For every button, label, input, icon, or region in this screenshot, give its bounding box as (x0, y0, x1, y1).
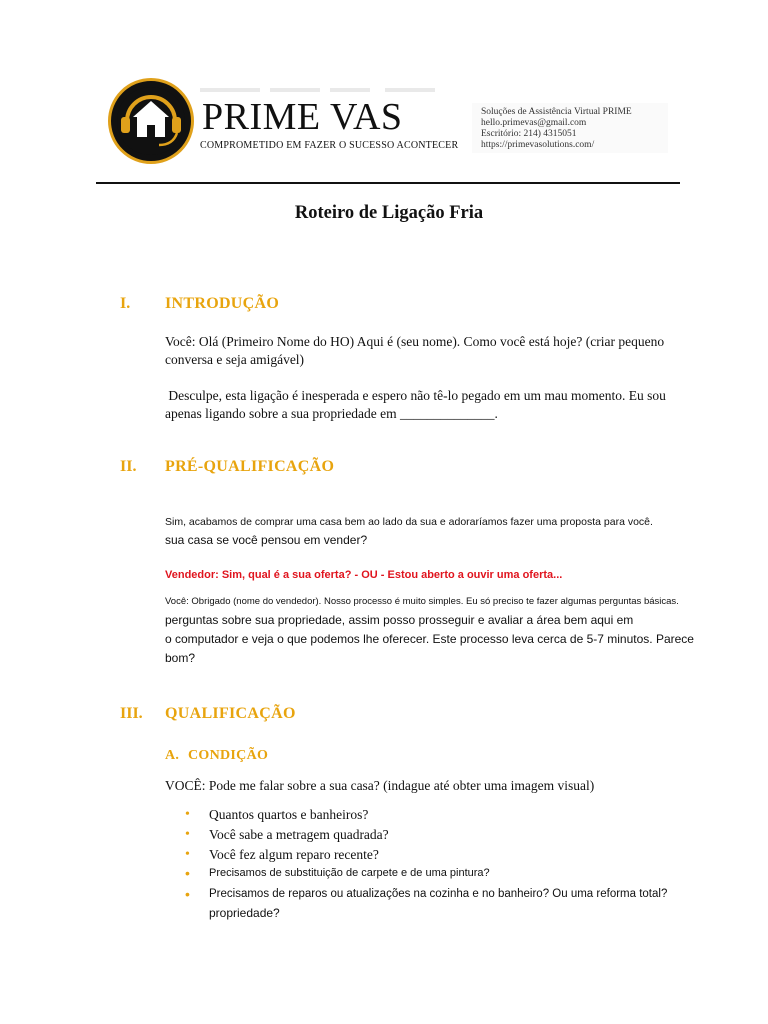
list-item (185, 825, 389, 845)
document-title: Roteiro de Ligação Fria (294, 203, 484, 223)
section-1-number: I. (120, 295, 131, 312)
prequal-paragraph-2-line-1: Você: Obrigado (nome do vendedor). Nosso processo é muito simples. Eu só preciso te fazer algumas perguntas básicas. (165, 596, 679, 607)
section-2-title: PRÉ-QUALIFICAÇÃO (165, 458, 335, 475)
section-3-number: III. (120, 705, 143, 722)
prequal-paragraph-1-line-2: sua casa se você pensou em vender? (165, 533, 368, 547)
contact-phone: Escritório: 214) 4315051 (481, 129, 577, 139)
bullet-icon: • (185, 865, 190, 881)
header-ghost-text (200, 86, 440, 94)
brand-tagline: COMPROMETIDO EM FAZER O SUCESSO ACONTECER (200, 140, 459, 151)
bullet-icon: • (185, 847, 190, 862)
bullet-icon: • (185, 807, 190, 822)
house-with-headset-icon (111, 81, 191, 161)
list-item-text: Você fez algum reparo recente? (209, 847, 379, 862)
header-divider (96, 182, 680, 184)
section-1-title: INTRODUÇÃO (165, 295, 280, 312)
subsection-a-title: CONDIÇÃO (188, 748, 269, 763)
intro-paragraph-2-line-1: Desculpe, esta ligação é inesperada e espero não tê-lo pegado em um mau momento. Eu sou (165, 388, 666, 403)
list-item-text: Precisamos de reparos ou atualizações na cozinha e no banheiro? Ou uma reforma total? (209, 888, 668, 900)
condition-prompt: VOCÊ: Pode me falar sobre a sua casa? (indague até obter uma imagem visual) (165, 778, 595, 793)
section-2-number: II. (120, 458, 137, 475)
list-item-text: Precisamos de substituição de carpete e de uma pintura? (209, 867, 490, 879)
list-item-continuation: propriedade? (209, 906, 280, 920)
seller-response: Vendedor: Sim, qual é a sua oferta? - OU - Estou aberto a ouvir uma oferta... (165, 569, 563, 581)
contact-info (481, 107, 632, 151)
list-item (185, 805, 369, 825)
prequal-paragraph-2-line-4: bom? (165, 651, 196, 665)
list-item-text: Quantos quartos e banheiros? (209, 807, 369, 822)
list-item (185, 845, 379, 865)
logo (108, 78, 194, 164)
contact-email: hello.primevas@gmail.com (481, 118, 587, 128)
prequal-paragraph-2-line-3: o computador e veja o que podemos lhe oferecer. Este processo leva cerca de 5-7 minutos. Parece (165, 632, 694, 646)
bullet-icon: • (185, 886, 190, 902)
bullet-icon: • (185, 827, 190, 842)
list-item (185, 865, 490, 881)
intro-paragraph-1-line-1: Você: Olá (Primeiro Nome do HO) Aqui é (seu nome). Como você está hoje? (criar pequeno (165, 334, 665, 349)
subsection-a-letter: A. (165, 748, 180, 763)
list-item (185, 885, 668, 903)
brand-name: PRIME VAS (202, 96, 403, 138)
prequal-paragraph-1-line-1: Sim, acabamos de comprar uma casa bem ao lado da sua e adoraríamos fazer uma proposta para você. (165, 516, 653, 528)
intro-paragraph-1-line-2: conversa e seja amigável) (165, 352, 305, 367)
contact-company: Soluções de Assistência Virtual PRIME (481, 107, 632, 117)
section-3-title: QUALIFICAÇÃO (165, 705, 296, 722)
contact-website[interactable]: https://primevasolutions.com/ (481, 140, 595, 150)
list-item-text: Você sabe a metragem quadrada? (209, 827, 389, 842)
intro-paragraph-2-line-2: apenas ligando sobre a sua propriedade em ______________. (165, 406, 498, 421)
prequal-paragraph-2-line-2: perguntas sobre sua propriedade, assim posso prosseguir e avaliar a área bem aqui em (165, 613, 634, 627)
